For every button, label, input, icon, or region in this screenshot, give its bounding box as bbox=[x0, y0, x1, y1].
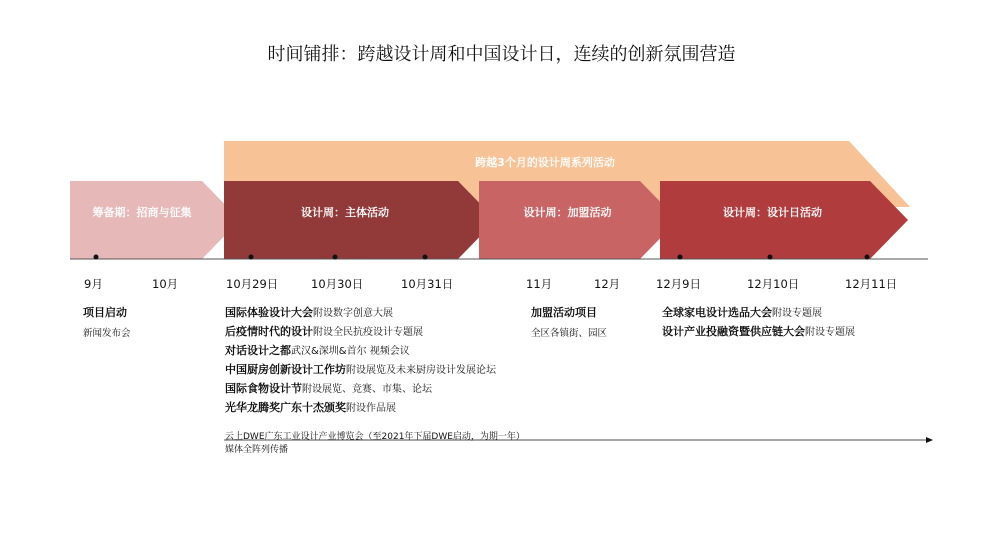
col1-heading: 项目启动 bbox=[83, 306, 127, 319]
col2-item: 后疫情时代的设计附设全民抗疫设计专题展 bbox=[225, 325, 423, 338]
page-title: 时间铺排：跨越设计周和中国设计日，连续的创新氛围营造 bbox=[267, 44, 736, 65]
col2-item: 国际食物设计节附设展览、竞赛、市集、论坛 bbox=[225, 382, 432, 395]
date-label: 11月 bbox=[526, 277, 553, 291]
banner-main-label: 设计周：主体活动 bbox=[301, 206, 389, 219]
timeline-dot bbox=[678, 255, 683, 260]
timeline-dot bbox=[249, 255, 254, 260]
bottom-expo-text: 云上DWE广东工业设计产业博览会（至2021年下届DWE启动，为期一年） bbox=[225, 432, 525, 442]
date-label: 9月 bbox=[84, 277, 103, 291]
banner-day-label: 设计周：设计日活动 bbox=[723, 206, 822, 219]
col1-sub: 新闻发布会 bbox=[83, 328, 131, 339]
date-label: 10月30日 bbox=[311, 277, 364, 291]
bottom-arrow-head bbox=[926, 437, 933, 443]
col4-item: 设计产业投融资暨供应链大会附设专题展 bbox=[662, 325, 855, 338]
date-label: 10月31日 bbox=[401, 277, 454, 291]
date-label: 12月9日 bbox=[656, 277, 701, 291]
date-label: 10月 bbox=[152, 277, 179, 291]
banner-phase-prep bbox=[70, 181, 240, 259]
banner-phase-day bbox=[660, 181, 908, 259]
col3-sub: 全区各镇街、园区 bbox=[531, 328, 608, 339]
col4-item: 全球家电设计选品大会附设专题展 bbox=[662, 306, 822, 319]
col2-item: 光华龙腾奖广东十杰颁奖附设作品展 bbox=[225, 401, 396, 414]
timeline-dot bbox=[94, 255, 99, 260]
col2-item: 对话设计之都武汉&深圳&首尔 视频会议 bbox=[225, 344, 410, 357]
bottom-media-text: 媒体全阵列传播 bbox=[225, 445, 289, 455]
timeline-dot bbox=[423, 255, 428, 260]
col2-item: 中国厨房创新设计工作坊附设展览及未来厨房设计发展论坛 bbox=[225, 363, 496, 376]
timeline-dot bbox=[865, 255, 870, 260]
banner-join-label: 设计周：加盟活动 bbox=[523, 206, 612, 219]
banner-phase-join bbox=[479, 181, 678, 259]
banner-phase-main bbox=[224, 181, 496, 259]
date-label: 12月11日 bbox=[845, 277, 898, 291]
date-label: 10月29日 bbox=[226, 277, 279, 291]
date-label: 12月 bbox=[594, 277, 621, 291]
banner-top-label: 跨越3个月的设计周系列活动 bbox=[475, 156, 615, 169]
col3-heading: 加盟活动项目 bbox=[531, 306, 597, 319]
timeline-dot bbox=[333, 255, 338, 260]
banner-prep-label: 筹备期：招商与征集 bbox=[92, 206, 192, 219]
date-label: 12月10日 bbox=[747, 277, 800, 291]
timeline-dot bbox=[768, 255, 773, 260]
col2-item: 国际体验设计大会附设数字创意大展 bbox=[225, 306, 393, 319]
